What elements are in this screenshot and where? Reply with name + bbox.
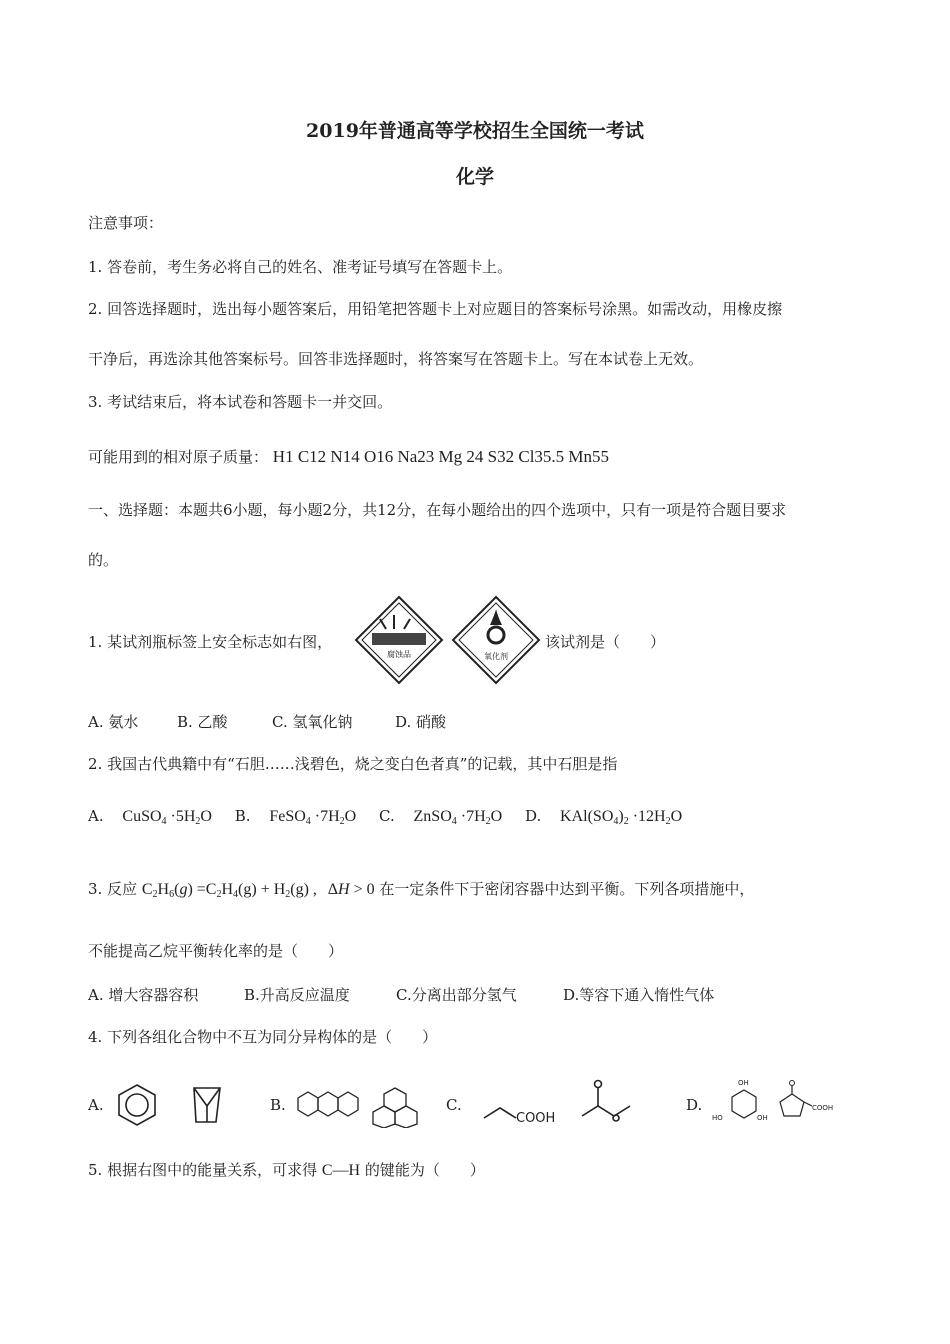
corrosive-sign-icon	[356, 597, 442, 683]
ho-label: HO	[712, 1114, 723, 1122]
q2-option-a: CuSO$_4$ $\cdot 5H_2O$	[122, 808, 212, 827]
note-item-3: 3. 考试结束后，将本试卷和答题卡一并交回。	[88, 393, 393, 411]
q4-option-c-structures	[470, 1076, 650, 1130]
note-item-2: 2. 回答选择题时，选出每小题答案后，用铅笔把答题卡上对应题目的答案标号涂黑。如需改动，用橡皮擦	[88, 300, 783, 318]
section1-instructions: 一、选择题：本题共6小题，每小题2分，共12分，在每小题给出的四个选项中，只有一项是符合题目要求	[88, 501, 787, 519]
prismane-icon	[194, 1088, 220, 1122]
oxidizer-sign-icon	[453, 597, 539, 683]
oxidizer-sign-label: 氧化剂	[484, 652, 508, 661]
q3-option-a: A. 增大容器容积	[88, 986, 199, 1004]
q2-option-d: $KAl(SO_4)_2 \cdot 12H_2O$	[560, 808, 683, 827]
q2-label-d: D.	[524, 807, 542, 825]
q2-label-a: A.	[88, 807, 104, 825]
q3-stem-cont: 不能提高乙烷平衡转化率的是（ ）	[88, 942, 344, 960]
phenalene-icon	[373, 1088, 417, 1128]
q5-bond: C—H	[321, 1162, 361, 1179]
q1-option-d: D. 硝酸	[395, 713, 447, 731]
atomic-mass-label: 可能用到的相对原子质量：	[88, 448, 269, 466]
q4-option-d-structures	[708, 1076, 848, 1130]
note-item-2-cont: 干净后，再选涂其他答案标号。回答非选择题时，将答案写在答题卡上。写在本试卷上无效。	[88, 350, 704, 368]
atomic-mass-values: H1 C12 N14 O16 Na23 Mg 24 S32 Cl35.5 Mn55	[272, 447, 610, 466]
subject-title: 化学	[455, 166, 494, 188]
q4-label-d: D.	[686, 1096, 703, 1114]
q4-option-d-placeholder: D.等容下通入惰性气体	[563, 986, 715, 1004]
exam-title: 2019年普通高等学校招生全国统一考试	[306, 120, 644, 142]
oxocyclopentane-carboxylic-acid-icon	[780, 1081, 833, 1117]
propanoic-acid-icon	[484, 1108, 555, 1126]
q4-option-b-structures	[296, 1084, 420, 1128]
oh-label: OH	[738, 1079, 749, 1087]
cooh-label-2: COOH	[812, 1104, 834, 1112]
note-item-1: 1. 答卷前，考生务必将自己的姓名、准考证号填写在答题卡上。	[88, 258, 513, 276]
q2-option-b: FeSO$_4$ $\cdot 7H_2O$	[269, 808, 357, 827]
q3-option-c: C.分离出部分氢气	[396, 986, 517, 1004]
q3-num: 3. 反应	[88, 880, 138, 898]
methyl-acetate-icon	[582, 1081, 630, 1122]
q3-enthalpy: ΔH > 0	[327, 881, 375, 898]
q2-stem: 2. 我国古代典籍中有“石胆……浅碧色，烧之变白色者真”的记载，其中石胆是指	[88, 755, 618, 773]
q3-reaction: $C_2H_6(g) =C_2H_4(g) + H_2(g)$ ,	[141, 881, 317, 900]
q4-label-a: A.	[88, 1096, 104, 1114]
benzene-icon	[119, 1085, 155, 1125]
q2-options	[88, 807, 682, 827]
q3-option-b: B.升高反应温度	[244, 986, 350, 1004]
notes-heading: 注意事项：	[88, 214, 164, 232]
corrosive-sign-label: 腐蚀品	[387, 650, 411, 659]
q1-option-c: C. 氢氧化钠	[272, 713, 353, 731]
q1-option-b: B. 乙酸	[177, 713, 228, 731]
q2-label-c: C.	[379, 807, 395, 825]
q4-label-b: B.	[270, 1096, 286, 1114]
q5-stem	[88, 1159, 485, 1180]
q1-stem-pre: 1. 某试剂瓶标签上安全标志如右图，	[88, 633, 333, 651]
q3-stem	[88, 878, 754, 900]
q3-condition: 在一定条件下于密闭容器中达到平衡。下列各项措施中，	[379, 880, 755, 898]
q1-stem-post: 该试剂是（ ）	[545, 633, 666, 651]
phloroglucinol-icon	[712, 1079, 768, 1122]
section1-instructions-cont: 的。	[88, 551, 119, 569]
q5-stem-post: 的键能为（ ）	[364, 1161, 485, 1179]
q4-option-a-structures	[112, 1080, 232, 1130]
q5-stem-pre: 5. 根据右图中的能量关系，可求得	[88, 1161, 318, 1179]
hazard-signs	[354, 595, 542, 685]
anthracene-icon	[298, 1092, 358, 1116]
q2-option-c: ZnSO$_4$ $\cdot 7H_2O$	[413, 808, 503, 827]
q4-label-c: C.	[446, 1096, 462, 1114]
q4-stem: 4. 下列各组化合物中不互为同分异构体的是（ ）	[88, 1028, 438, 1046]
q1-option-a: A. 氨水	[88, 713, 139, 731]
atomic-mass-line	[88, 446, 609, 467]
oh-label-2: OH	[757, 1114, 768, 1122]
q2-label-b: B.	[234, 807, 251, 825]
cooh-label: COOH	[516, 1111, 556, 1126]
